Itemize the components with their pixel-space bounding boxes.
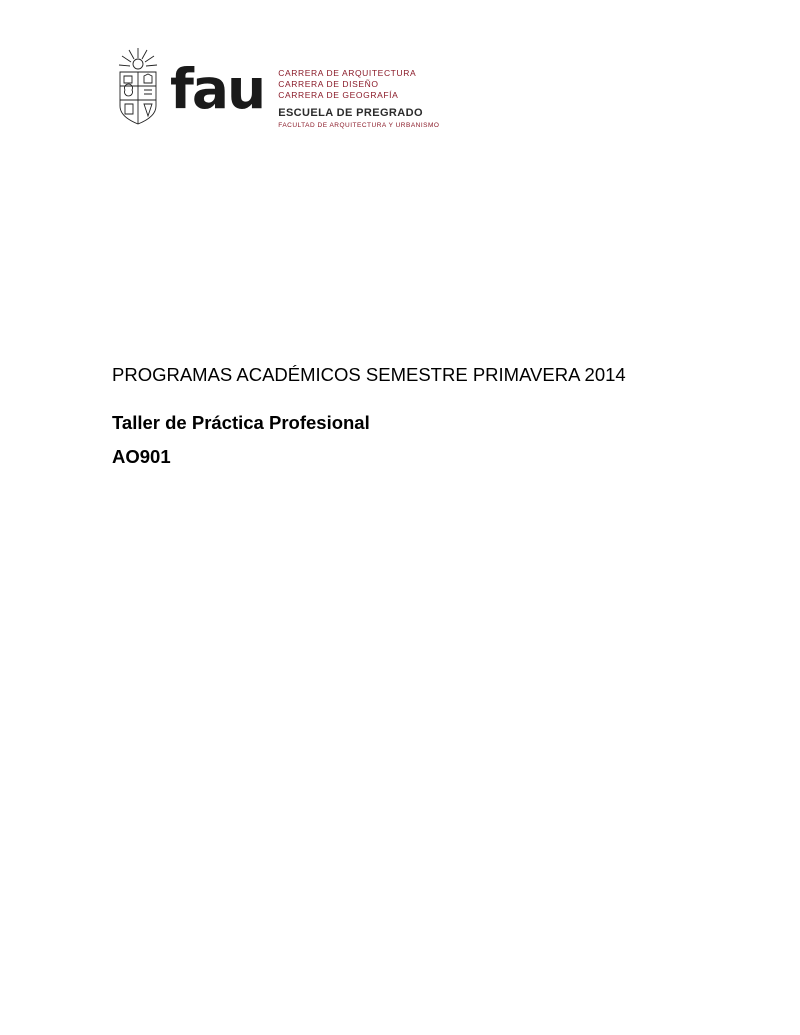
letterhead-line-diseno: CARRERA DE DISEÑO	[278, 79, 379, 89]
fau-wordmark: fau	[170, 57, 265, 121]
letterhead-line-facultad: FACULTAD DE ARQUITECTURA Y URBANISMO	[278, 122, 440, 129]
university-crest-icon	[112, 48, 164, 126]
letterhead-line-escuela: ESCUELA DE PREGRADO	[278, 107, 423, 119]
page-title: PROGRAMAS ACADÉMICOS SEMESTRE PRIMAVERA 2014	[112, 364, 626, 385]
course-title: Taller de Práctica Profesional	[112, 412, 370, 433]
letterhead-line-arquitectura: CARRERA DE ARQUITECTURA	[278, 68, 417, 78]
letterhead-line-geografia: CARRERA DE GEOGRAFÍA	[278, 90, 399, 100]
course-code: AO901	[112, 446, 171, 467]
letterhead	[112, 48, 439, 130]
letterhead-text-block	[278, 68, 439, 130]
title-block	[112, 362, 712, 470]
